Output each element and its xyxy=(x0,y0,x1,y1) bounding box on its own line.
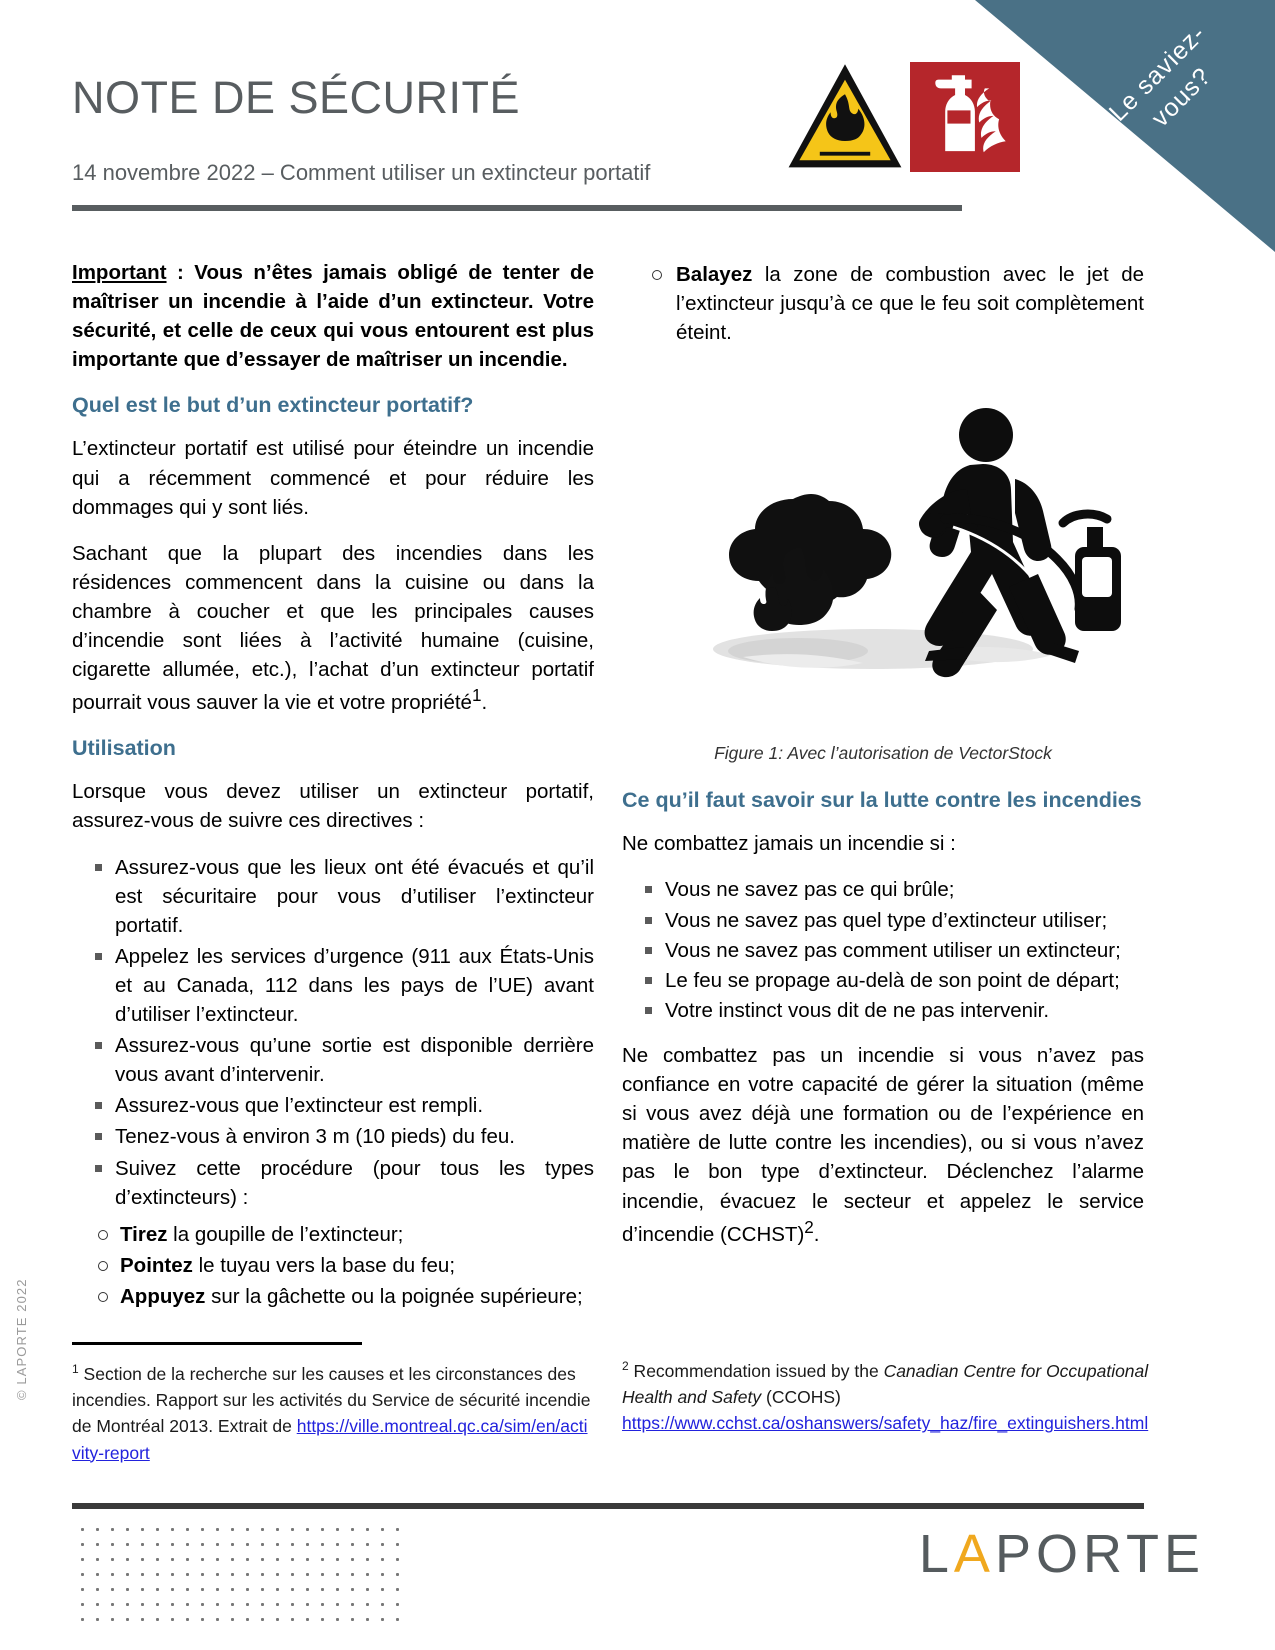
fire-extinguisher-sign-icon xyxy=(910,62,1020,172)
paragraph-confidence xyxy=(622,1041,1144,1249)
page-title: NOTE DE SÉCURITÉ xyxy=(72,72,521,123)
paragraph-purpose: L’extincteur portatif est utilisé pour éteindre un incendie qui a récemment commencé et pour réduire les dommages qui y sont liés. xyxy=(72,437,594,519)
list-item: Appelez les services d’urgence (911 aux États-Unis et au Canada, 112 dans les pays de l’UE) avant d’utiliser l’extincteur. xyxy=(72,942,594,1029)
header-divider xyxy=(72,205,962,211)
figure-extinguisher-use xyxy=(622,351,1144,741)
paragraph-usage-intro: Lorsque vous devez utiliser un extincteur portatif, assurez-vous de suivre ces directives : xyxy=(72,780,594,833)
never-fight-bullet-list xyxy=(622,875,1144,1025)
footnote-ref-2[interactable]: 2 xyxy=(804,1217,814,1237)
list-item xyxy=(72,1282,594,1311)
list-item: Vous ne savez pas quel type d’extincteur utiliser; xyxy=(622,906,1144,935)
corner-banner xyxy=(975,0,1275,252)
procedure-step-text: la goupille de l’extincteur; xyxy=(167,1222,404,1246)
footnote-2-link[interactable]: https://www.cchst.ca/oshanswers/safety_haz/fire_extinguishers.html xyxy=(622,1413,1149,1434)
footnote-2-text: Recommendation issued by the xyxy=(628,1360,884,1381)
section-heading-firefighting: Ce qu’il faut savoir sur la lutte contre les incendies xyxy=(622,788,1142,813)
logo-part-1: L xyxy=(918,1524,954,1584)
procedure-step-text: sur la gâchette ou la poignée supérieure; xyxy=(205,1285,583,1309)
logo-part-2: PORTE xyxy=(994,1524,1205,1584)
page-subtitle: 14 novembre 2022 – Comment utiliser un extincteur portatif xyxy=(72,160,651,185)
procedure-step-label: Pointez xyxy=(120,1253,193,1277)
important-notice xyxy=(72,258,594,374)
procedure-step-label: Tirez xyxy=(120,1222,168,1246)
footnote-2 xyxy=(622,1357,1152,1437)
left-column xyxy=(72,258,594,1313)
footer-divider xyxy=(72,1503,1144,1509)
paragraph-confidence-text: Ne combattez pas un incendie si vous n’avez pas confiance en votre capacité de gérer la situation (même si vous avez déjà une formation ou de l’expérience en matière de lutte contre les incendies), ou si vous n’avez pas le bon type d’extincteur. Déclenchez l’alarme incendie, évacuez le secteur et appelez le service d’incendie (CCHST) xyxy=(622,1044,1144,1246)
section-heading-usage: Utilisation xyxy=(72,736,176,761)
procedure-sub-list-continued xyxy=(622,260,1144,347)
procedure-step-text: le tuyau vers la base du feu; xyxy=(192,1253,456,1277)
paragraph-confidence-end: . xyxy=(813,1222,820,1246)
paragraph-statistics-text: Sachant que la plupart des incendies dans les résidences commencent dans la cuisine ou dans la chambre à coucher et que les principales causes d’incendie sont liées à l’activité humaine (cuisine, cigarette allumée, etc.), l’achat d’un extincteur portatif pourrait vous sauver la vie et votre propriété xyxy=(72,541,594,715)
list-item: Le feu se propage au-delà de son point de départ; xyxy=(622,966,1144,995)
footnote-2-marker: 2 xyxy=(622,1359,629,1373)
list-item xyxy=(622,260,1144,347)
footnote-1-text: Section de la recherche sur les causes et les circonstances des incendies. Rapport sur les activités du Service de sécurité incendie de Montréal 2013. Extrait de xyxy=(72,1363,591,1437)
procedure-sub-list xyxy=(72,1220,594,1311)
paragraph-statistics-end: . xyxy=(481,691,488,715)
footnote-1-link[interactable]: https://ville.montreal.qc.ca/sim/en/activity-report xyxy=(72,1416,588,1463)
list-item xyxy=(72,1220,594,1249)
list-item: Votre instinct vous dit de ne pas intervenir. xyxy=(622,996,1144,1025)
corner-banner-label: Le saviez- vous? xyxy=(1103,19,1217,133)
paragraph-statistics xyxy=(72,539,594,717)
corner-banner-triangle xyxy=(975,0,1275,252)
list-item: Suivez cette procédure (pour tous les types d’extincteurs) : xyxy=(72,1154,594,1212)
section-heading-purpose: Quel est le but d’un extincteur portatif? xyxy=(72,393,474,418)
list-item: Assurez-vous qu’une sortie est disponible derrière vous avant d’intervenir. xyxy=(72,1031,594,1089)
list-item xyxy=(72,1251,594,1280)
procedure-step-text: la zone de combustion avec le jet de l’extincteur jusqu’à ce que le feu soit complètement éteint. xyxy=(676,263,1144,345)
list-item: Vous ne savez pas comment utiliser un extincteur; xyxy=(622,936,1144,965)
footnote-ref-1[interactable]: 1 xyxy=(471,686,482,706)
laporte-logo xyxy=(919,1523,1205,1585)
list-item: Assurez-vous que les lieux ont été évacués et qu’il est sécuritaire pour vous d’utiliser l’extincteur portatif. xyxy=(72,853,594,940)
usage-bullet-list xyxy=(72,853,594,1212)
procedure-step-label: Appuyez xyxy=(120,1285,206,1309)
flammable-hazard-triangle-icon xyxy=(785,57,905,177)
important-text: : Vous n’êtes jamais obligé de tenter de maîtriser un incendie à l’aide d’un extincteur. Votre sécurité, et celle de ceux qui vous entourent est plus importante que d’essayer de maîtriser un incendie. xyxy=(72,261,594,372)
list-item: Vous ne savez pas ce qui brûle; xyxy=(622,875,1144,904)
important-label: Important xyxy=(72,261,167,284)
figure-caption: Figure 1: Avec l’autorisation de VectorStock xyxy=(714,743,1052,764)
list-item: Tenez-vous à environ 3 m (10 pieds) du feu. xyxy=(72,1122,594,1151)
footnote-1-marker: 1 xyxy=(72,1362,79,1376)
procedure-step-label: Balayez xyxy=(676,263,753,286)
person-using-fire-extinguisher-illustration xyxy=(622,351,1144,731)
footnote-2-abbrev: (CCOHS) xyxy=(761,1387,841,1408)
footnote-divider xyxy=(72,1342,362,1345)
footer-dot-pattern xyxy=(75,1522,405,1622)
list-item: Assurez-vous que l’extincteur est rempli. xyxy=(72,1091,594,1120)
footnote-2-org: Canadian Centre for Occupational Health and Safety xyxy=(622,1360,1149,1408)
side-copyright: © LAPORTE 2022 xyxy=(14,1278,29,1400)
paragraph-never-fight: Ne combattez jamais un incendie si : xyxy=(622,832,956,856)
right-column xyxy=(622,258,1144,1266)
logo-accent-letter: A xyxy=(953,1524,995,1584)
footnote-1 xyxy=(72,1360,592,1466)
